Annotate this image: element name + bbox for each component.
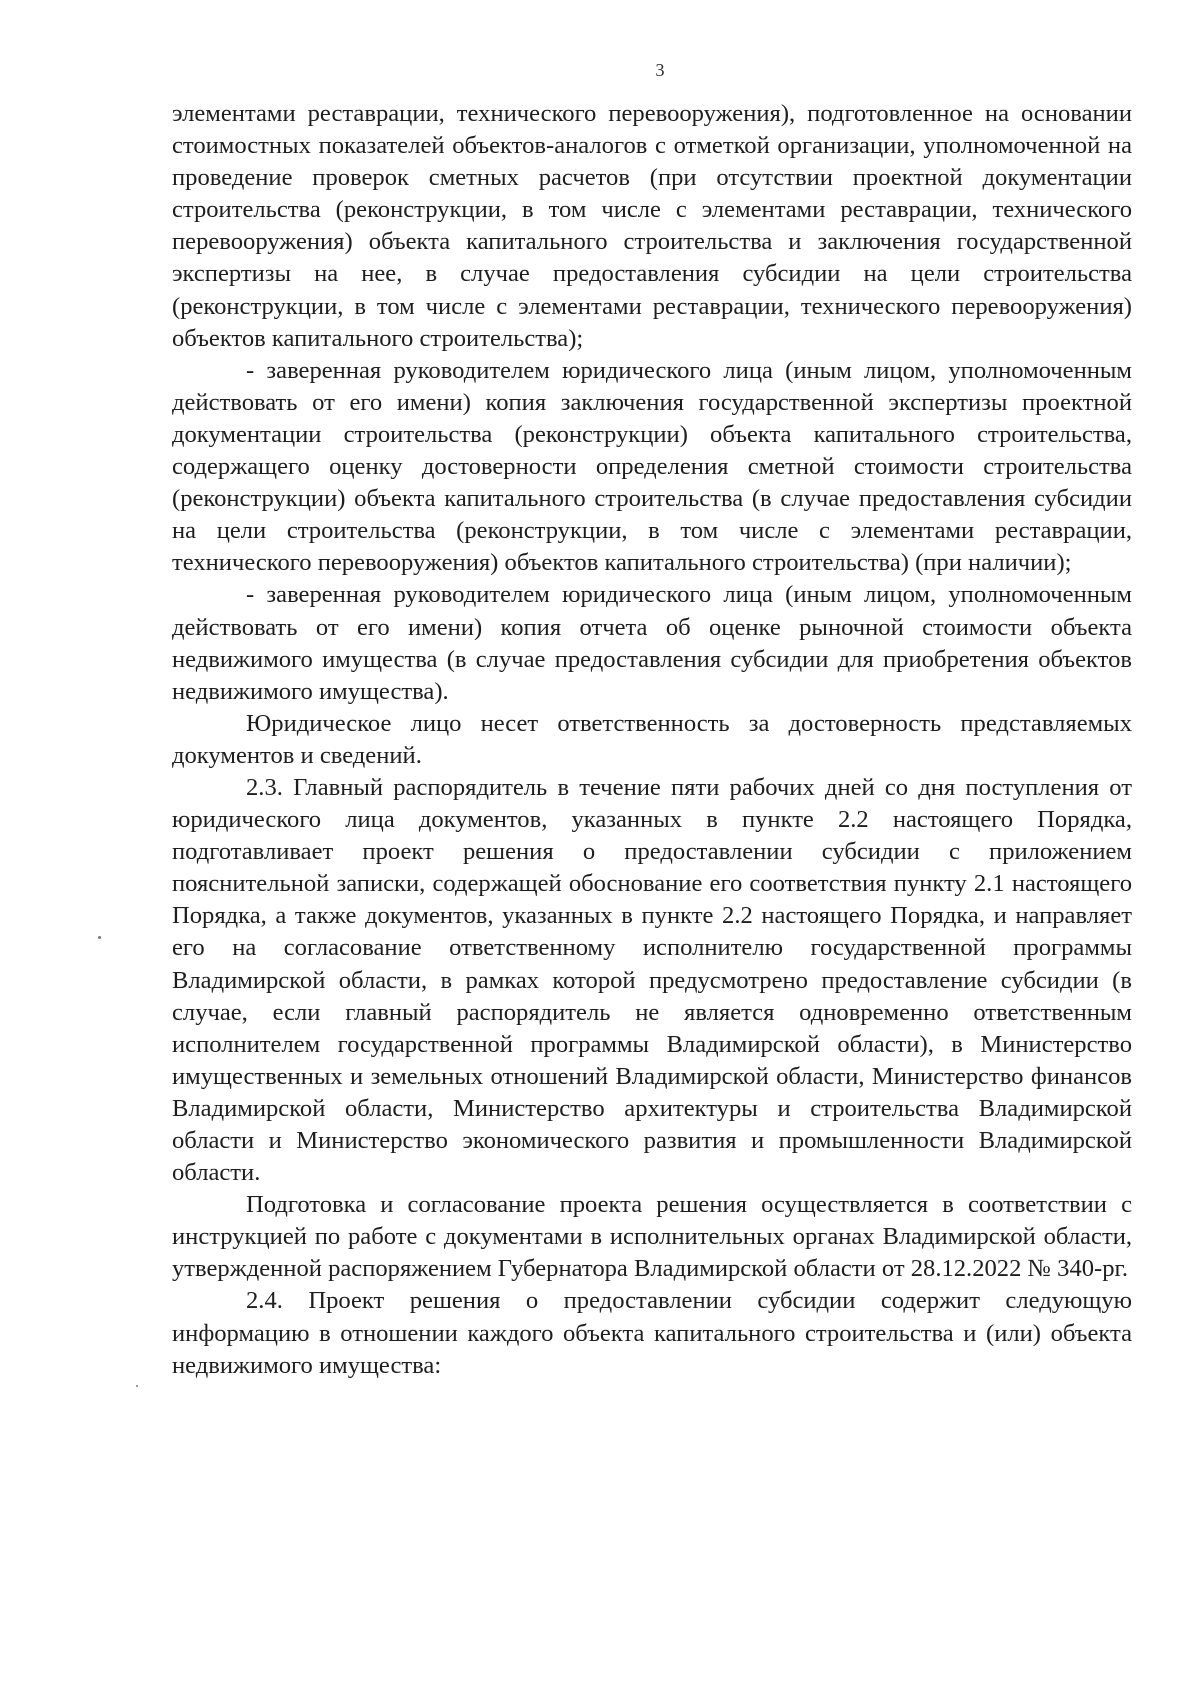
paragraph-continuation: элементами реставрации, технического перевооружения), подготовленное на основании стоимостных показателей объектов-аналогов с отметкой организации, уполномоченной на проведение проверок сметных расчетов (при отсутствии проектной документации строительства (реконструкции, в том числе с элементами реставрации, технического перевооружения) объекта капитального строительства и заключения государственной экспертизы на нее, в случае предоставления субсидии на цели строительства (реконструкции, в том числе с элементами реставрации, технического перевооружения) объектов капитального строительства); — [172, 100, 1132, 352]
list-item-expertise-copy: - заверенная руководителем юридического лица (иным лицом, уполномоченным действовать от его имени) копия заключения государственной экспертизы проектной документации строительства (реконструкции) объекта капитального строительства, содержащего оценку достоверности определения сметной стоимости строительства (реконструкции) объекта капитального строительства (в случае предоставления субсидии на цели строительства (реконструкции, в том числе с элементами реставрации, технического перевооружения) объектов капитального строительства) (при наличии); — [172, 356, 1132, 577]
document-body — [172, 98, 1132, 1382]
clause-2-3: 2.3. Главный распорядитель в течение пяти рабочих дней со дня поступления от юридического лица документов, указанных в пункте 2.2 настоящего Порядка, подготавливает проект решения о предоставлении субсидии с приложением пояснительной записки, содержащей обоснование его соответствия пункту 2.1 настоящего Порядка, а также документов, указанных в пункте 2.2 настоящего Порядка, и направляет его на согласование ответственному исполнителю государственной программы Владимирской области, в рамках которой предусмотрено предоставление субсидии (в случае, если главный распорядитель не является одновременно ответственным исполнителем государственной программы Владимирской области), в Министерство имущественных и земельных отношений Владимирской области, Министерство финансов Владимирской области, Министерство архитектуры и строительства Владимирской области и Министерство экономического развития и промышленности Владимирской области. — [172, 773, 1132, 1187]
paragraph-responsibility: Юридическое лицо несет ответственность за достоверность представляемых документов и сведений. — [172, 709, 1132, 769]
scan-speck — [98, 936, 101, 939]
paragraph-preparation: Подготовка и согласование проекта решения осуществляется в соответствии с инструкцией по работе с документами в исполнительных органах Владимирской области, утвержденной распоряжением Губернатора Владимирской области от 28.12.2022 № 340-рг. — [172, 1191, 1132, 1283]
scan-speck — [136, 1385, 138, 1387]
page-number: 3 — [655, 60, 665, 80]
clause-2-4: 2.4. Проект решения о предоставлении субсидии содержит следующую информацию в отношении каждого объекта капитального строительства и (или) объекта недвижимого имущества: — [172, 1287, 1132, 1379]
list-item-valuation-report: - заверенная руководителем юридического лица (иным лицом, уполномоченным действовать от его имени) копия отчета об оценке рыночной стоимости объекта недвижимого имущества (в случае предоставления субсидии для приобретения объектов недвижимого имущества). — [172, 581, 1132, 705]
